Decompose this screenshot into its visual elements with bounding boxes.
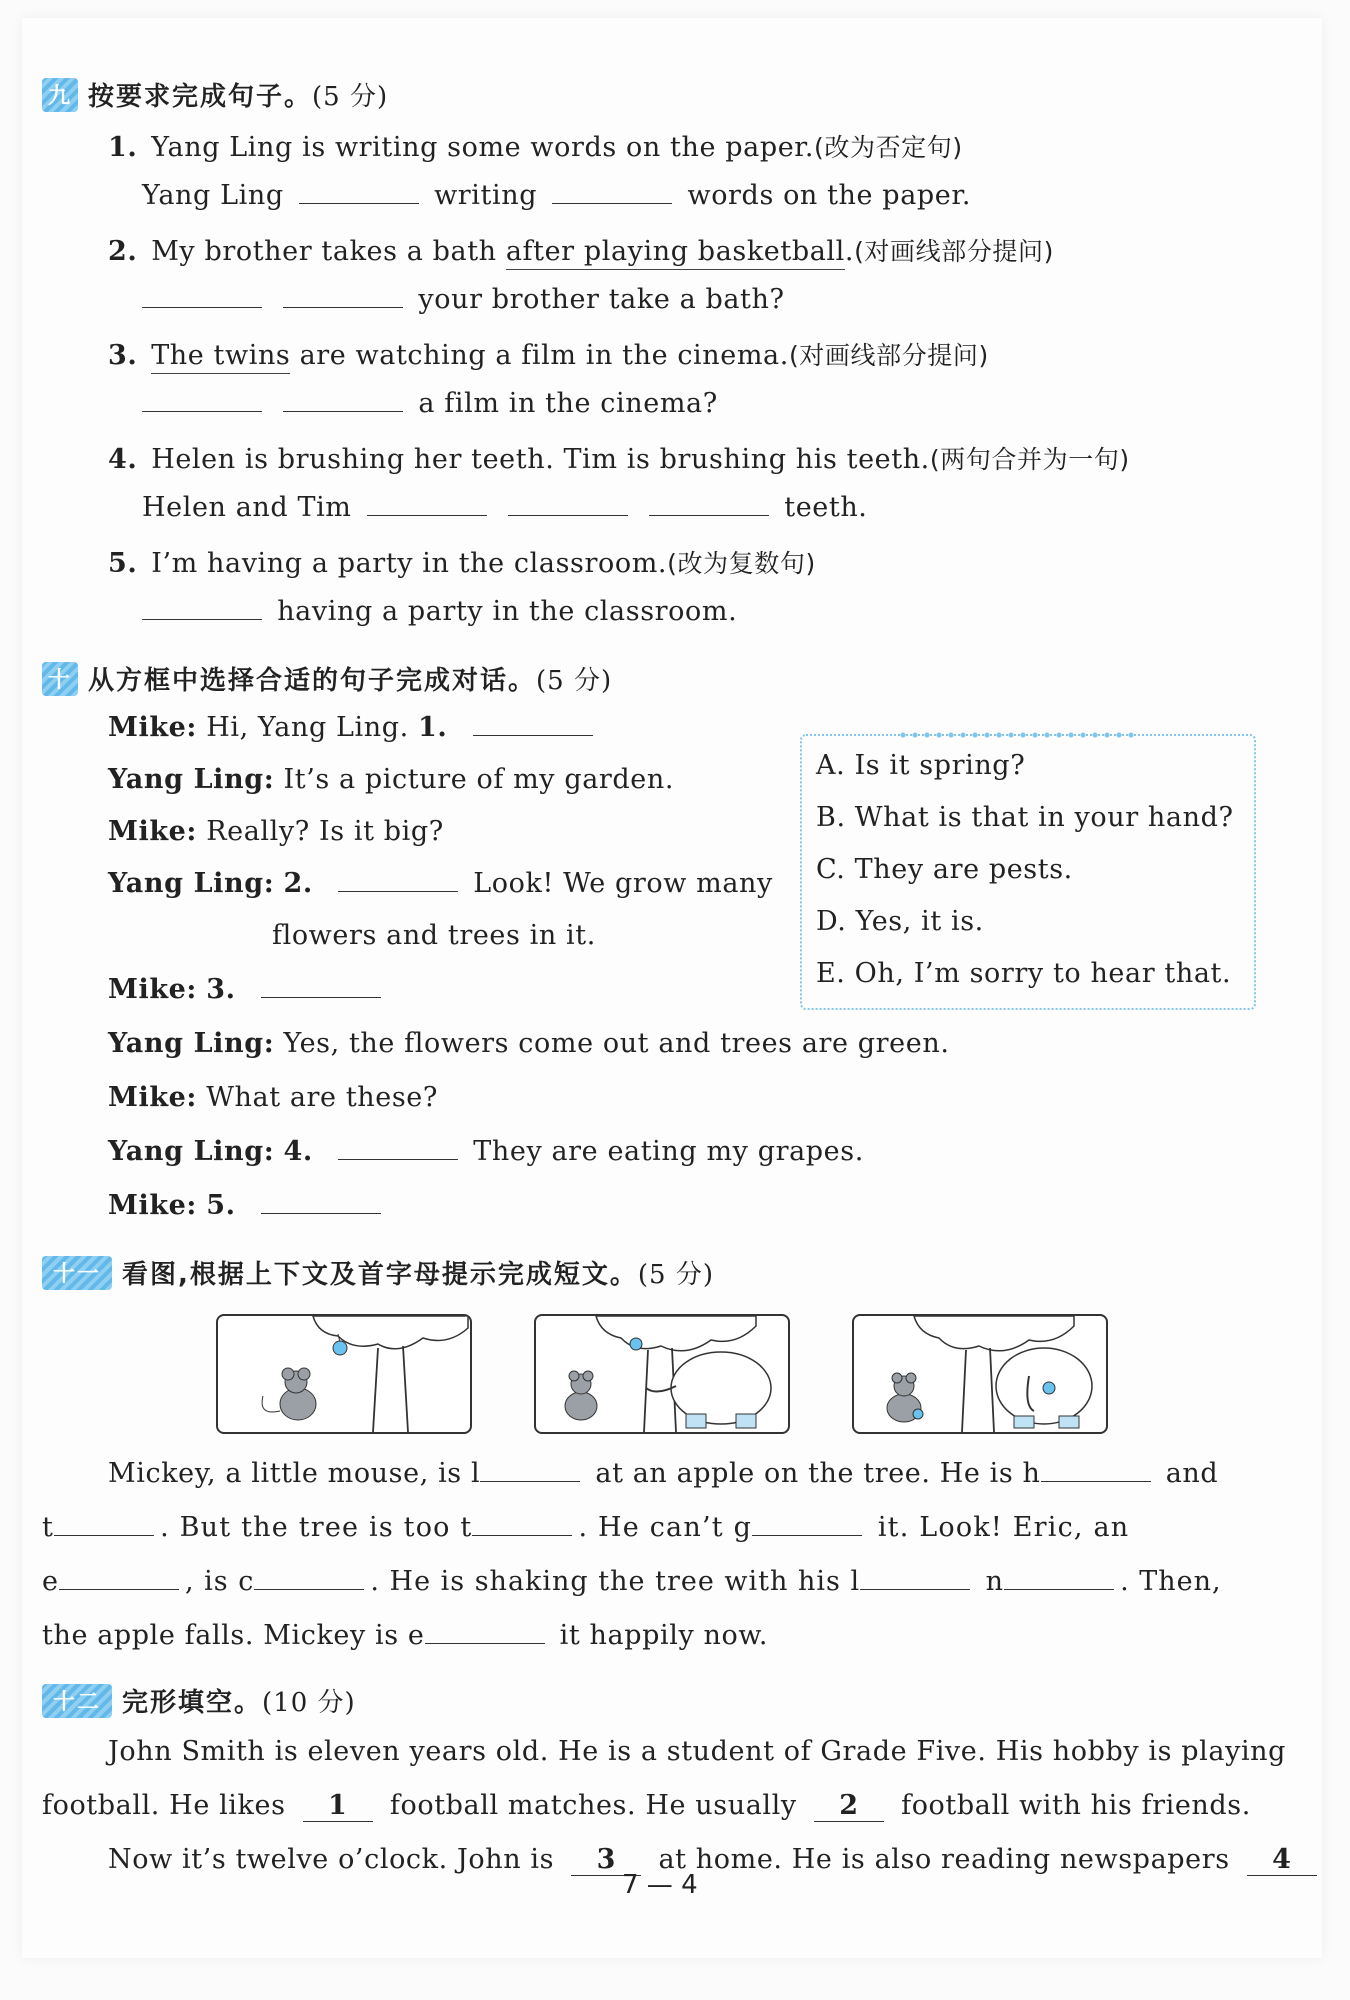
answer-blank[interactable] [473, 713, 593, 736]
cloze-text: John Smith is eleven years old. He is a student of Grade Five. His hobby is playing [108, 1736, 1287, 1767]
dialog-line-2 [108, 764, 674, 795]
dialog-number: 3. [206, 974, 236, 1005]
dialog-speaker: Mike: [108, 816, 197, 847]
section-11-title [42, 1254, 714, 1291]
q1-hint: (改为否定句) [814, 133, 963, 162]
hint-letter: t [460, 1512, 473, 1543]
q1-question [108, 128, 963, 164]
hint-letter: g [733, 1512, 753, 1543]
hint-letter: l [470, 1458, 481, 1489]
passage-text: it. Look! Eric, an [868, 1512, 1130, 1543]
page-number: 7 — 4 [622, 1870, 698, 1900]
hint-letter: c [238, 1566, 255, 1597]
q3-hint: (对画线部分提问) [788, 341, 989, 370]
picture-3 [852, 1314, 1108, 1434]
q2-question [108, 232, 1054, 268]
answer-blank[interactable] [480, 1459, 580, 1482]
answer-blank[interactable] [1041, 1459, 1151, 1482]
section-11-badge: 十一 [42, 1256, 112, 1290]
section-10-badge: 十 [42, 662, 78, 696]
passage-text: it happily now. [550, 1620, 769, 1651]
cloze-line-3 [108, 1844, 1325, 1876]
q5-number: 5. [108, 548, 138, 579]
section-12-score: (10 分) [262, 1688, 356, 1718]
dialog-text: It’s a picture of my garden. [283, 764, 675, 795]
dialog-line-4 [108, 868, 773, 899]
section-12-heading: 完形填空。 [122, 1688, 263, 1718]
answer-blank[interactable] [472, 1513, 572, 1536]
passage-line-3 [42, 1566, 1222, 1597]
worksheet-page [22, 18, 1322, 1958]
dialog-number: 4. [283, 1136, 313, 1167]
section-11-heading: 看图,根据上下文及首字母提示完成短文。 [122, 1260, 638, 1290]
hint-letter: t [42, 1512, 55, 1543]
answer-blank[interactable] [261, 975, 381, 998]
section-9-score: (5 分) [312, 82, 389, 112]
cloze-blank-1[interactable]: 1 [303, 1790, 373, 1822]
dialog-line-10 [108, 1190, 387, 1221]
q1-answer-post: words on the paper. [687, 180, 972, 211]
dialog-text: Yes, the flowers come out and trees are green. [283, 1028, 950, 1059]
q2-period: . [844, 236, 855, 267]
cloze-blank-2[interactable]: 2 [814, 1790, 884, 1822]
q1-answer-mid: writing [434, 180, 538, 211]
answer-blank[interactable] [860, 1567, 970, 1590]
dialog-line-9 [108, 1136, 864, 1167]
q2-hint: (对画线部分提问) [854, 237, 1054, 266]
q4-answer-post: teeth. [784, 492, 868, 523]
q1-number: 1. [108, 132, 138, 163]
passage-text: Mickey, a little mouse, is [108, 1458, 471, 1489]
dialog-speaker: Yang Ling: [108, 1028, 275, 1059]
answer-blank[interactable] [142, 597, 262, 620]
hint-letter: e [407, 1620, 425, 1651]
q2-answer-post: your brother take a bath? [418, 284, 785, 315]
option-b: B. What is that in your hand? [816, 802, 1234, 833]
q4-number: 4. [108, 444, 138, 475]
hint-letter: e [42, 1566, 59, 1597]
option-d: D. Yes, it is. [816, 906, 984, 937]
picture-1 [216, 1314, 472, 1434]
section-9-title [42, 76, 388, 113]
q5-hint: (改为复数句) [667, 549, 816, 578]
q5-answer-post: having a party in the classroom. [277, 596, 738, 627]
options-box [800, 734, 1256, 1010]
answer-blank[interactable] [649, 493, 769, 516]
answer-blank[interactable] [752, 1513, 862, 1536]
passage-line-4 [42, 1620, 768, 1651]
dialog-text: flowers and trees in it. [272, 920, 596, 951]
dialog-speaker: Mike: [108, 1082, 197, 1113]
q5-text: I’m having a party in the classroom. [151, 548, 668, 579]
dialog-number: 2. [283, 868, 313, 899]
section-9-heading: 按要求完成句子。 [88, 82, 313, 112]
passage-text: the apple falls. Mickey is [42, 1620, 408, 1651]
answer-blank[interactable] [367, 493, 487, 516]
q4-answer-pre: Helen and Tim [142, 492, 352, 523]
q2-answer [136, 284, 785, 315]
dialog-text: Hi, Yang Ling. [206, 712, 419, 743]
passage-text: . He can’t [578, 1512, 734, 1543]
cloze-line-1 [108, 1736, 1286, 1767]
passage-text: and [1156, 1458, 1219, 1489]
q4-answer [142, 492, 868, 523]
answer-blank[interactable] [425, 1621, 545, 1644]
dialog-text: They are eating my grapes. [473, 1136, 864, 1167]
answer-blank[interactable] [54, 1513, 154, 1536]
section-11-score: (5 分) [637, 1260, 714, 1290]
answer-blank[interactable] [59, 1567, 179, 1590]
dialog-speaker: Yang Ling: [108, 868, 275, 899]
answer-blank[interactable] [261, 1191, 381, 1214]
dialog-speaker: Yang Ling: [108, 1136, 275, 1167]
q3-answer [136, 388, 718, 419]
dialog-speaker: Mike: [108, 974, 197, 1005]
cloze-text: football with his friends. [891, 1790, 1251, 1821]
dialog-line-5 [272, 920, 596, 951]
section-10-title [42, 660, 612, 697]
dialog-line-3 [108, 816, 444, 847]
dialog-speaker: Yang Ling: [108, 764, 275, 795]
hint-letter: n [985, 1566, 1005, 1597]
q4-question [108, 440, 1130, 476]
dialog-number: 1. [418, 712, 448, 743]
q3-underlined: The twins [151, 340, 290, 374]
answer-blank[interactable] [142, 389, 262, 412]
dialog-text: What are these? [206, 1082, 438, 1113]
hint-letter: l [850, 1566, 861, 1597]
q1-answer-pre: Yang Ling [142, 180, 284, 211]
passage-text: . But the tree is too [160, 1512, 461, 1543]
answer-blank[interactable] [338, 1137, 458, 1160]
dialog-number: 5. [206, 1190, 236, 1221]
answer-blank[interactable] [1004, 1567, 1114, 1590]
q3-number: 3. [108, 340, 138, 371]
answer-blank[interactable] [283, 389, 403, 412]
section-12-badge: 十二 [42, 1684, 112, 1718]
cloze-text: football matches. He usually [380, 1790, 806, 1821]
dialog-line-7 [108, 1028, 950, 1059]
passage-line-1 [108, 1458, 1218, 1489]
passage-text: , is [184, 1566, 239, 1597]
section-12-title [42, 1682, 356, 1719]
q3-answer-post: a film in the cinema? [418, 388, 718, 419]
q1-text: Yang Ling is writing some words on the paper. [151, 132, 815, 163]
answer-blank[interactable] [508, 493, 628, 516]
dialog-line-6 [108, 974, 387, 1005]
option-c: C. They are pests. [816, 854, 1073, 885]
passage-line-2 [42, 1512, 1129, 1543]
dialog-line-1 [108, 712, 599, 743]
passage-text: . He is shaking the tree with his [370, 1566, 851, 1597]
option-a: A. Is it spring? [816, 750, 1026, 781]
section-10-heading: 从方框中选择合适的句子完成对话。 [88, 666, 537, 696]
answer-blank[interactable] [552, 181, 672, 204]
q3-question [108, 336, 989, 372]
answer-blank[interactable] [142, 285, 262, 308]
dialog-speaker: Mike: [108, 1190, 197, 1221]
dialog-speaker: Mike: [108, 712, 197, 743]
cloze-text: football. He likes [42, 1790, 295, 1821]
hint-letter: h [1022, 1458, 1041, 1489]
dialog-line-8 [108, 1082, 438, 1113]
q2-underlined: after playing basketball [506, 236, 845, 270]
q2-number: 2. [108, 236, 138, 267]
picture-2 [534, 1314, 790, 1434]
cloze-line-2 [42, 1790, 1251, 1822]
answer-blank[interactable] [338, 869, 458, 892]
dialog-text: Really? Is it big? [206, 816, 444, 847]
answer-blank[interactable] [299, 181, 419, 204]
passage-text: at an apple on the tree. He is [586, 1458, 1023, 1489]
cloze-blank-4[interactable]: 4 [1247, 1844, 1317, 1876]
q1-answer [142, 180, 971, 211]
passage-text: . Then, [1120, 1566, 1222, 1597]
q2-text: My brother takes a bath [151, 236, 506, 267]
q3-text: are watching a film in the cinema. [290, 340, 789, 371]
option-e: E. Oh, I’m sorry to hear that. [816, 958, 1232, 989]
answer-blank[interactable] [283, 285, 403, 308]
q5-answer [136, 596, 737, 627]
cloze-text: at home. He is also reading newspapers [649, 1844, 1239, 1875]
answer-blank[interactable] [254, 1567, 364, 1590]
dialog-text: Look! We grow many [473, 868, 773, 899]
cloze-blank-3[interactable]: 3 [571, 1844, 641, 1876]
q5-question [108, 544, 816, 580]
q4-hint: (两句合并为一句) [929, 445, 1130, 474]
section-10-score: (5 分) [536, 666, 613, 696]
section-9-badge: 九 [42, 78, 78, 112]
q4-text: Helen is brushing her teeth. Tim is brushing his teeth. [151, 444, 930, 475]
box-decoration [897, 728, 1137, 742]
cloze-text: Now it’s twelve o’clock. John is [108, 1844, 564, 1875]
